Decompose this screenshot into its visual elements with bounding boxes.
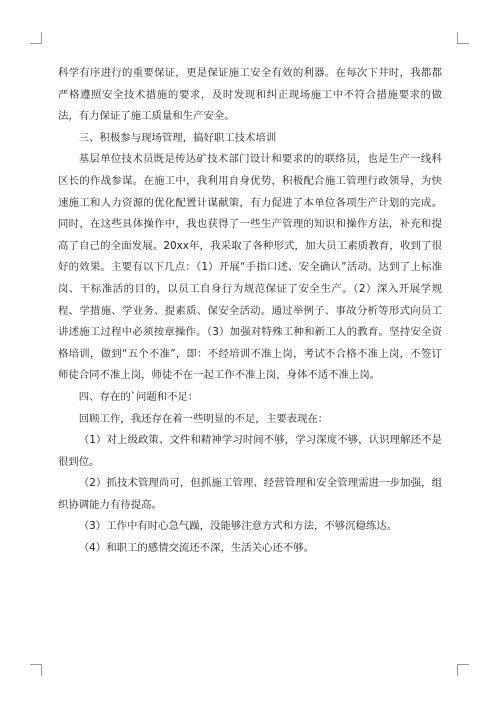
- list-item-shortcoming-4: （4）和职工的感情交流还不深，生活关心还不够。: [78, 542, 314, 555]
- document-body: [58, 63, 442, 560]
- section-heading-3: 三、积极参与现场管理，搞好职工技术培训: [78, 131, 277, 144]
- crop-mark-top-right: [457, 32, 469, 44]
- list-item-shortcoming-3: （3）工作中有时心急气躁，没能够注意方式和方法，不够沉稳练达。: [78, 520, 398, 533]
- crop-mark-top-left: [30, 32, 42, 44]
- list-item-shortcoming-1: （1）对上级政策、文件和精神学习时间不够，学习深度不够，认识理解还不是很到位。: [58, 434, 442, 468]
- crop-mark-bottom-left: [30, 664, 42, 676]
- paragraph-training: 基层单位技术员既是传达矿技术部门设计和要求的的联络员，也是生产一线科区长的作战参谋。在施工中，我利用自身优势，积极配合施工管理行政领导，为快速施工和人力资源的优化配置计谋献策，有力促进了本单位各项生产计划的完成。同时，在这些具体操作中，我也获得了一些生产管理的知识和操作方法，补充和提高了自己的全面发展。20xx年，我采取了各种形式，加大员工素质教育，收到了很好的效果。主要有以下几点：（1）开展“手指口述、安全确认”活动。达到了上标准岗、干标准活的目的，以员工自身行为规范保证了安全生产。（2）深入开展学规程、学措施、学业务、提素质、保安全活动。通过举例子、事故分析等形式向员工讲述施工过程中必须按章操作。（3）加强对特殊工种和新工人的教育。坚持安全资格培训，做到“五个不准”，即：不经培训不准上岗，考试不合格不准上岗，不签订师徒合同不准上岗，师徒不在一起工作不准上岗，身体不适不准上岗。: [58, 153, 442, 382]
- section-heading-4: 四、存在的`问题和不足：: [78, 390, 199, 403]
- paragraph-review-intro: 回顾工作，我还存在着一些明显的不足，主要表现在：: [78, 412, 329, 425]
- crop-mark-bottom-right: [457, 664, 469, 676]
- paragraph-continuation: 科学有序进行的重要保证，更是保证施工安全有效的利器。在每次下井时，我都都严格遵照安全技术措施的要求，及时发现和纠正现场施工中不符合措施要求的做法，有力保证了施工质量和生产安全。: [58, 67, 442, 123]
- list-item-shortcoming-2: （2）抓技术管理尚可，但抓施工管理、经营管理和安全管理需进一步加强，组织协调能力有待提高。: [58, 477, 442, 511]
